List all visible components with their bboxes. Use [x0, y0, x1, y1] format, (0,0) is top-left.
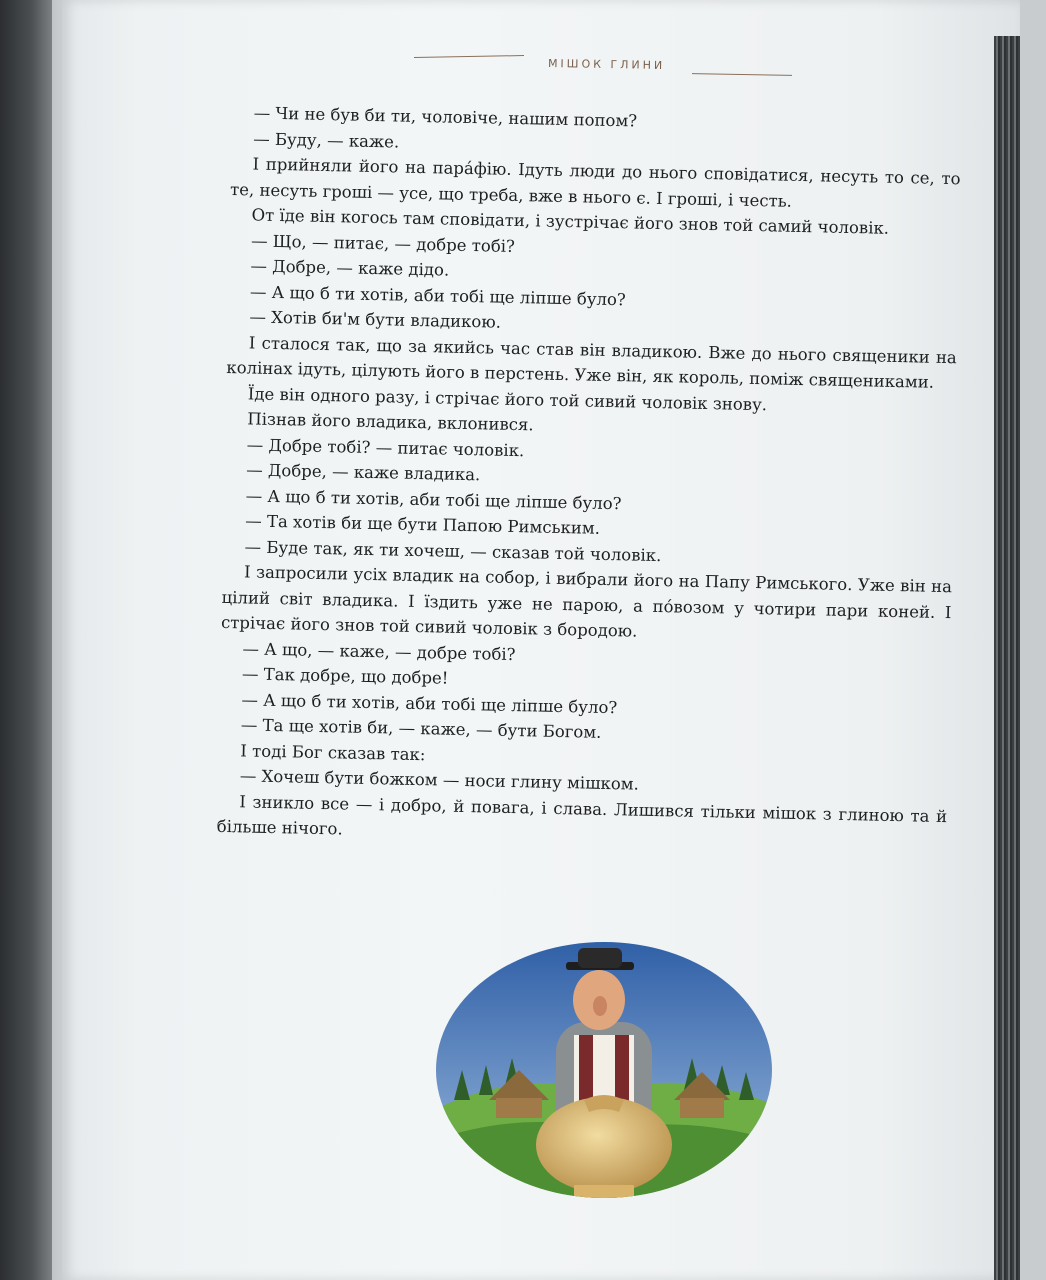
- paragraph: — А що, — каже, — добре тобі?: [242, 638, 516, 664]
- paragraph: — Чи не був би ти, чоловіче, нашим попом?: [253, 103, 638, 131]
- paragraph: — Добре, — каже владика.: [246, 460, 481, 485]
- story-illustration: [434, 940, 774, 1200]
- paragraph: — А що б ти хотів, аби тобі ще ліпше було?: [245, 485, 622, 513]
- paragraph: — А що б ти хотів, аби тобі ще ліпше було?: [249, 281, 626, 309]
- paragraph: І прийняли його на пара́фію. Ідуть люди до нього сповідатися, несуть то се, то те, несуть гроші — усе, що треба, вже в нього є. І гроші, і честь.: [229, 154, 961, 211]
- paragraph: — Та ще хотів би, — каже, — бути Богом.: [240, 715, 602, 742]
- book-page: [62, 0, 1020, 1280]
- paragraph: Їде він одного разу, і стрічає його той сивий чоловік знову.: [247, 383, 768, 414]
- paragraph: — Буду, — каже.: [253, 128, 400, 152]
- paragraph: — Та хотів би ще бути Папою Римським.: [244, 511, 601, 538]
- paragraph: І тоді Бог сказав так:: [240, 740, 426, 764]
- header-title: МІШОК ГЛИНИ: [547, 56, 666, 73]
- paragraph: — Добре тобі? — питає чоловік.: [246, 434, 525, 460]
- page-edges: [994, 36, 1020, 1280]
- paragraph: — Хотів би'м бути владикою.: [249, 307, 502, 332]
- paragraph: — Що, — питає, — добре тобі?: [250, 230, 516, 256]
- book-cover-edge: [0, 0, 52, 1280]
- paragraph: І зникло все — і добро, й повага, і слава. Лишився тільки мішок з глиною та й більше нічого.: [216, 791, 948, 839]
- paragraph: — Так добре, що добре!: [241, 664, 449, 688]
- illustration-image: [434, 940, 774, 1200]
- paragraph: І сталося так, що за якийсь час став він владикою. Вже до нього священики на колінах ідуть, цілують його в перстень. Уже він, як король, поміж священиками.: [226, 332, 957, 392]
- paragraph: — А що б ти хотів, аби тобі ще ліпше було?: [241, 689, 618, 717]
- running-header: [352, 44, 792, 84]
- paragraph: — Буде так, як ти хочеш, — сказав той чоловік.: [244, 536, 662, 565]
- paragraph: Пізнав його владика, вклонився.: [247, 409, 534, 435]
- paragraph: І запросили усіх владик на собор, і вибрали його на Папу Римського. Уже він на цілий світ владика. І їздить уже не парою, а по́возом у чотири пари коней. І стрічає його знов той сивий чоловік з бородою.: [220, 562, 953, 641]
- story-text: [217, 100, 962, 855]
- paragraph: — Добре, — каже дідо.: [250, 256, 450, 280]
- paragraph: — Хочеш бути божком — носи глину мішком.: [239, 766, 640, 794]
- header-rule-right: [692, 73, 792, 76]
- paragraph: От їде він когось там сповідати, і зустрічає його знов той самий чоловік.: [251, 205, 890, 238]
- header-rule-left: [414, 55, 524, 58]
